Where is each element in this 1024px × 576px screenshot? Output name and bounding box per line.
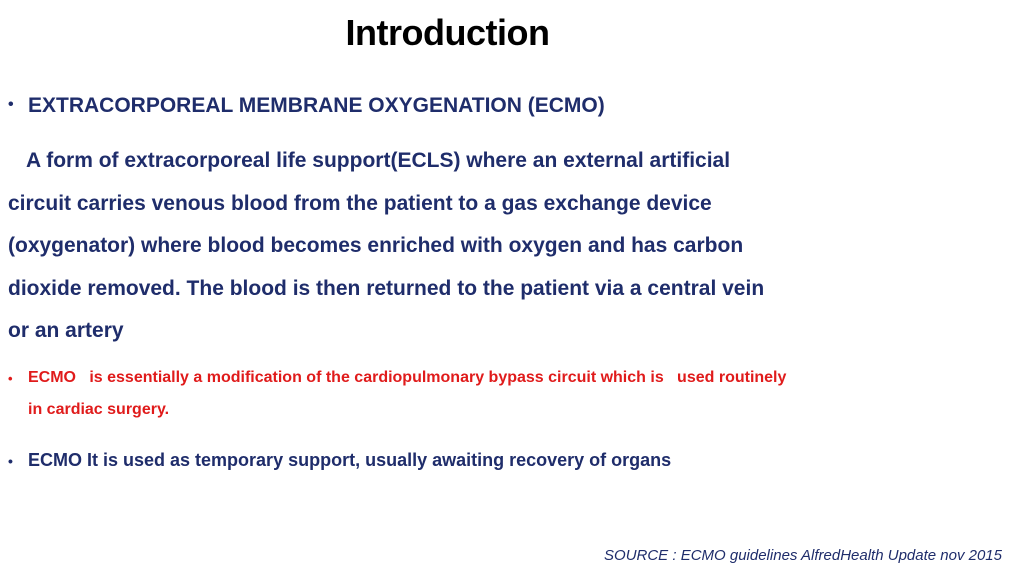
bullet-dot-icon: • [8, 96, 14, 113]
paragraph-line: or an artery [8, 319, 124, 342]
bullet-dot-icon: • [8, 371, 13, 386]
paragraph-line: dioxide removed. The blood is then returned to the patient via a central vein [8, 276, 765, 300]
bullet-text: ECMO is essentially a modification of the cardiopulmonary bypass circuit which is used routinely [28, 369, 787, 386]
bullet-dot-icon: • [8, 453, 13, 469]
paragraph-line: (oxygenator) where blood becomes enriched with oxygen and has carbon [8, 234, 744, 257]
definition-paragraph [8, 140, 1008, 353]
paragraph-line: A form of extracorporeal life support(ECLS) where an external artificial [26, 149, 731, 172]
source-citation: SOURCE : ECMO guidelines AlfredHealth Update nov 2015 [604, 547, 1002, 564]
ecmo-heading: EXTRACORPOREAL MEMBRANE OXYGENATION (ECMO) [28, 94, 605, 117]
cardiopulmonary-bypass-bullet-continuation [28, 401, 169, 419]
cardiopulmonary-bypass-bullet [28, 369, 786, 387]
paragraph-line: circuit carries venous blood from the patient to a gas exchange device [8, 191, 712, 215]
bullet-text: in cardiac surgery. [28, 401, 170, 418]
slide-title: Introduction [345, 12, 550, 53]
temporary-support-bullet: ECMO It is used as temporary support, usually awaiting recovery of organs [28, 450, 672, 470]
